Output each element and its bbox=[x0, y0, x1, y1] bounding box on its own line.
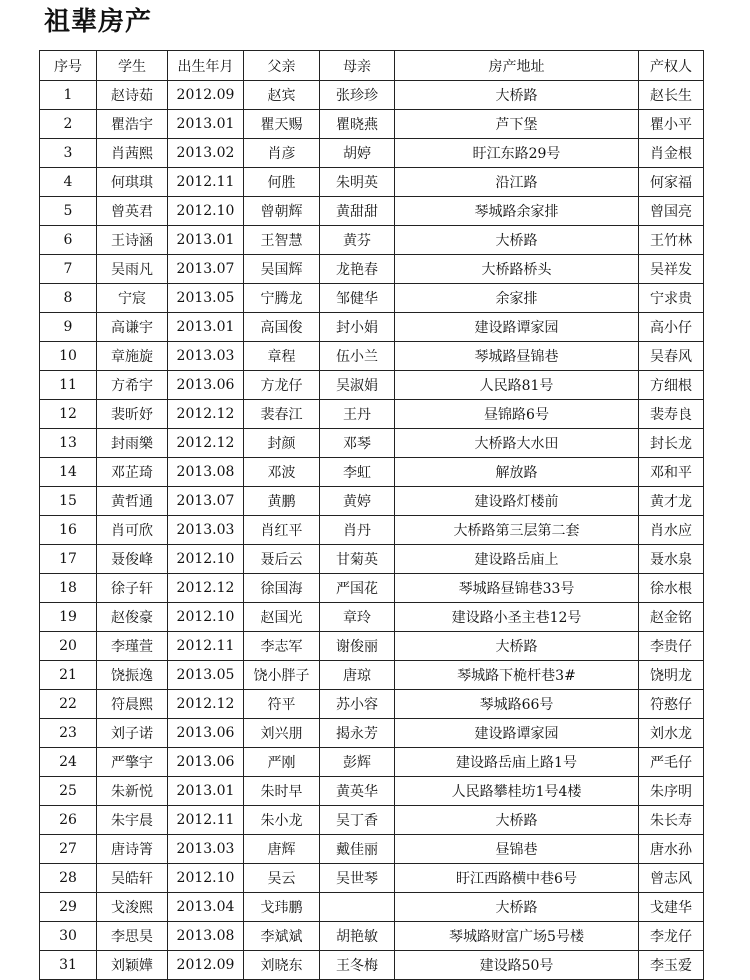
cell-birth-date: 2012.09 bbox=[168, 951, 244, 980]
page-title: 祖辈房产 bbox=[44, 7, 153, 37]
cell-owner: 聂水泉 bbox=[639, 545, 704, 574]
cell-owner: 饶明龙 bbox=[639, 661, 704, 690]
table-row bbox=[40, 661, 704, 690]
cell-index: 11 bbox=[40, 371, 97, 400]
cell-index: 24 bbox=[40, 748, 97, 777]
table-row bbox=[40, 139, 704, 168]
cell-mother: 严国花 bbox=[320, 574, 395, 603]
cell-student: 章施旋 bbox=[97, 342, 168, 371]
cell-index: 10 bbox=[40, 342, 97, 371]
cell-owner: 高小仔 bbox=[639, 313, 704, 342]
cell-mother: 胡婷 bbox=[320, 139, 395, 168]
cell-index: 23 bbox=[40, 719, 97, 748]
cell-birth-date: 2013.01 bbox=[168, 313, 244, 342]
cell-birth-date: 2013.02 bbox=[168, 139, 244, 168]
table-header bbox=[40, 51, 704, 81]
cell-birth-date: 2013.03 bbox=[168, 516, 244, 545]
cell-father: 章程 bbox=[244, 342, 320, 371]
cell-father: 肖红平 bbox=[244, 516, 320, 545]
cell-index: 22 bbox=[40, 690, 97, 719]
col-header-property-address: 房产地址 bbox=[395, 51, 639, 81]
cell-mother: 邓琴 bbox=[320, 429, 395, 458]
cell-index: 25 bbox=[40, 777, 97, 806]
cell-index: 28 bbox=[40, 864, 97, 893]
cell-property-address: 大桥路 bbox=[395, 632, 639, 661]
cell-property-address: 芦下堡 bbox=[395, 110, 639, 139]
cell-property-address: 琴城路余家排 bbox=[395, 197, 639, 226]
cell-property-address: 大桥路 bbox=[395, 893, 639, 922]
cell-birth-date: 2013.01 bbox=[168, 110, 244, 139]
cell-owner: 邓和平 bbox=[639, 458, 704, 487]
cell-student: 瞿浩宇 bbox=[97, 110, 168, 139]
cell-student: 朱宇晨 bbox=[97, 806, 168, 835]
cell-mother: 谢俊丽 bbox=[320, 632, 395, 661]
col-header-birth-date: 出生年月 bbox=[168, 51, 244, 81]
cell-property-address: 建设路岳庙上路1号 bbox=[395, 748, 639, 777]
cell-student: 裴昕妤 bbox=[97, 400, 168, 429]
cell-property-address: 建设路小圣主巷12号 bbox=[395, 603, 639, 632]
cell-mother bbox=[320, 893, 395, 922]
cell-property-address: 大桥路 bbox=[395, 81, 639, 110]
cell-student: 李瑾萱 bbox=[97, 632, 168, 661]
cell-property-address: 大桥路 bbox=[395, 226, 639, 255]
cell-mother: 吴丁香 bbox=[320, 806, 395, 835]
cell-father: 何胜 bbox=[244, 168, 320, 197]
cell-father: 宁腾龙 bbox=[244, 284, 320, 313]
cell-owner: 方细根 bbox=[639, 371, 704, 400]
cell-owner: 徐水根 bbox=[639, 574, 704, 603]
cell-property-address: 建设路50号 bbox=[395, 951, 639, 980]
cell-property-address: 大桥路大水田 bbox=[395, 429, 639, 458]
cell-birth-date: 2013.01 bbox=[168, 777, 244, 806]
cell-property-address: 琴城路66号 bbox=[395, 690, 639, 719]
cell-owner: 朱长寿 bbox=[639, 806, 704, 835]
cell-owner: 肖金根 bbox=[639, 139, 704, 168]
cell-index: 30 bbox=[40, 922, 97, 951]
cell-father: 瞿天赐 bbox=[244, 110, 320, 139]
cell-property-address: 人民路攀桂坊1号4楼 bbox=[395, 777, 639, 806]
cell-father: 方龙仔 bbox=[244, 371, 320, 400]
table-row bbox=[40, 951, 704, 980]
cell-student: 饶振逸 bbox=[97, 661, 168, 690]
cell-student: 宁宸 bbox=[97, 284, 168, 313]
cell-mother: 李虹 bbox=[320, 458, 395, 487]
cell-mother: 黄婷 bbox=[320, 487, 395, 516]
table-row bbox=[40, 342, 704, 371]
table-row bbox=[40, 835, 704, 864]
cell-owner: 裴寿良 bbox=[639, 400, 704, 429]
cell-mother: 戴佳丽 bbox=[320, 835, 395, 864]
table-row bbox=[40, 110, 704, 139]
cell-father: 李志军 bbox=[244, 632, 320, 661]
cell-property-address: 大桥路 bbox=[395, 806, 639, 835]
table-row bbox=[40, 255, 704, 284]
cell-mother: 黄英华 bbox=[320, 777, 395, 806]
cell-property-address: 盱江东路29号 bbox=[395, 139, 639, 168]
cell-index: 12 bbox=[40, 400, 97, 429]
cell-property-address: 解放路 bbox=[395, 458, 639, 487]
cell-birth-date: 2012.11 bbox=[168, 632, 244, 661]
cell-father: 曾朝辉 bbox=[244, 197, 320, 226]
col-header-index: 序号 bbox=[40, 51, 97, 81]
cell-index: 13 bbox=[40, 429, 97, 458]
cell-birth-date: 2013.07 bbox=[168, 487, 244, 516]
cell-father: 吴云 bbox=[244, 864, 320, 893]
table-row bbox=[40, 922, 704, 951]
cell-father: 饶小胖子 bbox=[244, 661, 320, 690]
cell-property-address: 人民路81号 bbox=[395, 371, 639, 400]
cell-birth-date: 2013.04 bbox=[168, 893, 244, 922]
cell-mother: 朱明英 bbox=[320, 168, 395, 197]
cell-owner: 赵长生 bbox=[639, 81, 704, 110]
cell-father: 戈玮鹏 bbox=[244, 893, 320, 922]
cell-index: 5 bbox=[40, 197, 97, 226]
cell-property-address: 盱江西路横中巷6号 bbox=[395, 864, 639, 893]
cell-owner: 刘水龙 bbox=[639, 719, 704, 748]
cell-mother: 封小娟 bbox=[320, 313, 395, 342]
table-row bbox=[40, 313, 704, 342]
table-body bbox=[40, 81, 704, 980]
table-row bbox=[40, 864, 704, 893]
cell-student: 吴雨凡 bbox=[97, 255, 168, 284]
cell-student: 封雨樂 bbox=[97, 429, 168, 458]
cell-owner: 符憨仔 bbox=[639, 690, 704, 719]
cell-birth-date: 2012.12 bbox=[168, 690, 244, 719]
table-row bbox=[40, 690, 704, 719]
cell-owner: 何家福 bbox=[639, 168, 704, 197]
cell-student: 严擎宇 bbox=[97, 748, 168, 777]
cell-birth-date: 2012.10 bbox=[168, 864, 244, 893]
cell-father: 刘兴朋 bbox=[244, 719, 320, 748]
table-row bbox=[40, 284, 704, 313]
table-row bbox=[40, 197, 704, 226]
cell-index: 17 bbox=[40, 545, 97, 574]
col-header-owner: 产权人 bbox=[639, 51, 704, 81]
cell-father: 聂后云 bbox=[244, 545, 320, 574]
table-row bbox=[40, 777, 704, 806]
table-row bbox=[40, 545, 704, 574]
cell-index: 19 bbox=[40, 603, 97, 632]
cell-student: 吴皓轩 bbox=[97, 864, 168, 893]
cell-birth-date: 2013.03 bbox=[168, 342, 244, 371]
cell-birth-date: 2013.05 bbox=[168, 661, 244, 690]
cell-index: 29 bbox=[40, 893, 97, 922]
cell-birth-date: 2012.10 bbox=[168, 197, 244, 226]
cell-father: 赵国光 bbox=[244, 603, 320, 632]
cell-mother: 黄芬 bbox=[320, 226, 395, 255]
cell-mother: 彭辉 bbox=[320, 748, 395, 777]
table-row bbox=[40, 226, 704, 255]
cell-birth-date: 2012.11 bbox=[168, 168, 244, 197]
cell-student: 肖茜熙 bbox=[97, 139, 168, 168]
cell-mother: 黄甜甜 bbox=[320, 197, 395, 226]
cell-student: 黄哲通 bbox=[97, 487, 168, 516]
cell-index: 26 bbox=[40, 806, 97, 835]
cell-property-address: 建设路灯楼前 bbox=[395, 487, 639, 516]
cell-student: 刘颖嬅 bbox=[97, 951, 168, 980]
cell-property-address: 琴城路昼锦巷33号 bbox=[395, 574, 639, 603]
cell-index: 3 bbox=[40, 139, 97, 168]
cell-property-address: 建设路谭家园 bbox=[395, 313, 639, 342]
cell-property-address: 琴城路财富广场5号楼 bbox=[395, 922, 639, 951]
cell-mother: 张珍珍 bbox=[320, 81, 395, 110]
cell-mother: 王冬梅 bbox=[320, 951, 395, 980]
cell-father: 朱时早 bbox=[244, 777, 320, 806]
cell-index: 7 bbox=[40, 255, 97, 284]
cell-index: 18 bbox=[40, 574, 97, 603]
cell-father: 严刚 bbox=[244, 748, 320, 777]
cell-father: 朱小龙 bbox=[244, 806, 320, 835]
table-row bbox=[40, 168, 704, 197]
cell-father: 吴国辉 bbox=[244, 255, 320, 284]
cell-index: 2 bbox=[40, 110, 97, 139]
cell-father: 赵宾 bbox=[244, 81, 320, 110]
cell-property-address: 沿江路 bbox=[395, 168, 639, 197]
cell-father: 肖彦 bbox=[244, 139, 320, 168]
cell-birth-date: 2013.06 bbox=[168, 748, 244, 777]
cell-mother: 苏小容 bbox=[320, 690, 395, 719]
cell-birth-date: 2012.10 bbox=[168, 545, 244, 574]
cell-mother: 邹健华 bbox=[320, 284, 395, 313]
cell-father: 高国俊 bbox=[244, 313, 320, 342]
cell-index: 31 bbox=[40, 951, 97, 980]
col-header-mother: 母亲 bbox=[320, 51, 395, 81]
table-row bbox=[40, 719, 704, 748]
cell-mother: 王丹 bbox=[320, 400, 395, 429]
table-row bbox=[40, 429, 704, 458]
cell-birth-date: 2012.12 bbox=[168, 574, 244, 603]
cell-index: 6 bbox=[40, 226, 97, 255]
cell-index: 21 bbox=[40, 661, 97, 690]
cell-owner: 王竹林 bbox=[639, 226, 704, 255]
cell-birth-date: 2013.05 bbox=[168, 284, 244, 313]
cell-owner: 吴春风 bbox=[639, 342, 704, 371]
cell-mother: 伍小兰 bbox=[320, 342, 395, 371]
cell-birth-date: 2013.08 bbox=[168, 458, 244, 487]
cell-student: 徐子轩 bbox=[97, 574, 168, 603]
cell-owner: 严毛仔 bbox=[639, 748, 704, 777]
cell-owner: 封长龙 bbox=[639, 429, 704, 458]
cell-father: 李斌斌 bbox=[244, 922, 320, 951]
cell-student: 方希宇 bbox=[97, 371, 168, 400]
cell-birth-date: 2013.06 bbox=[168, 371, 244, 400]
cell-owner: 曾志风 bbox=[639, 864, 704, 893]
cell-property-address: 余家排 bbox=[395, 284, 639, 313]
cell-owner: 曾国亮 bbox=[639, 197, 704, 226]
cell-birth-date: 2013.08 bbox=[168, 922, 244, 951]
table-row bbox=[40, 81, 704, 110]
table-row bbox=[40, 893, 704, 922]
cell-owner: 瞿小平 bbox=[639, 110, 704, 139]
cell-owner: 李龙仔 bbox=[639, 922, 704, 951]
cell-birth-date: 2013.01 bbox=[168, 226, 244, 255]
cell-index: 4 bbox=[40, 168, 97, 197]
cell-property-address: 建设路谭家园 bbox=[395, 719, 639, 748]
cell-student: 肖可欣 bbox=[97, 516, 168, 545]
cell-owner: 朱序明 bbox=[639, 777, 704, 806]
cell-student: 聂俊峰 bbox=[97, 545, 168, 574]
col-header-student: 学生 bbox=[97, 51, 168, 81]
cell-owner: 黄才龙 bbox=[639, 487, 704, 516]
cell-birth-date: 2013.06 bbox=[168, 719, 244, 748]
cell-mother: 章玲 bbox=[320, 603, 395, 632]
cell-student: 李思昊 bbox=[97, 922, 168, 951]
cell-mother: 肖丹 bbox=[320, 516, 395, 545]
cell-birth-date: 2012.12 bbox=[168, 429, 244, 458]
cell-student: 赵诗茹 bbox=[97, 81, 168, 110]
cell-property-address: 昼锦路6号 bbox=[395, 400, 639, 429]
cell-property-address: 大桥路桥头 bbox=[395, 255, 639, 284]
property-table bbox=[39, 50, 704, 980]
table-row bbox=[40, 371, 704, 400]
cell-birth-date: 2013.03 bbox=[168, 835, 244, 864]
cell-birth-date: 2012.10 bbox=[168, 603, 244, 632]
cell-mother: 唐琼 bbox=[320, 661, 395, 690]
cell-owner: 赵金铭 bbox=[639, 603, 704, 632]
cell-property-address: 琴城路昼锦巷 bbox=[395, 342, 639, 371]
cell-birth-date: 2012.11 bbox=[168, 806, 244, 835]
header-row bbox=[40, 51, 704, 81]
cell-mother: 吴淑娟 bbox=[320, 371, 395, 400]
cell-index: 8 bbox=[40, 284, 97, 313]
cell-student: 赵俊豪 bbox=[97, 603, 168, 632]
cell-owner: 戈建华 bbox=[639, 893, 704, 922]
cell-student: 戈浚熙 bbox=[97, 893, 168, 922]
cell-student: 曾英君 bbox=[97, 197, 168, 226]
cell-mother: 甘菊英 bbox=[320, 545, 395, 574]
cell-mother: 龙艳春 bbox=[320, 255, 395, 284]
cell-index: 14 bbox=[40, 458, 97, 487]
cell-father: 刘晓东 bbox=[244, 951, 320, 980]
cell-student: 何琪琪 bbox=[97, 168, 168, 197]
cell-index: 27 bbox=[40, 835, 97, 864]
cell-property-address: 琴城路下桅杆巷3# bbox=[395, 661, 639, 690]
table-row bbox=[40, 400, 704, 429]
cell-student: 王诗涵 bbox=[97, 226, 168, 255]
cell-father: 黄鹏 bbox=[244, 487, 320, 516]
cell-birth-date: 2013.07 bbox=[168, 255, 244, 284]
table-row bbox=[40, 806, 704, 835]
table-row bbox=[40, 748, 704, 777]
cell-owner: 肖水应 bbox=[639, 516, 704, 545]
cell-mother: 瞿晓燕 bbox=[320, 110, 395, 139]
cell-birth-date: 2012.12 bbox=[168, 400, 244, 429]
cell-father: 符平 bbox=[244, 690, 320, 719]
cell-student: 邓芷琦 bbox=[97, 458, 168, 487]
table-row bbox=[40, 632, 704, 661]
cell-student: 高谦宇 bbox=[97, 313, 168, 342]
table-row bbox=[40, 458, 704, 487]
col-header-father: 父亲 bbox=[244, 51, 320, 81]
cell-birth-date: 2012.09 bbox=[168, 81, 244, 110]
cell-mother: 胡艳敏 bbox=[320, 922, 395, 951]
cell-index: 15 bbox=[40, 487, 97, 516]
cell-student: 唐诗箐 bbox=[97, 835, 168, 864]
cell-student: 刘子诺 bbox=[97, 719, 168, 748]
cell-mother: 揭永芳 bbox=[320, 719, 395, 748]
cell-index: 20 bbox=[40, 632, 97, 661]
cell-father: 王智慧 bbox=[244, 226, 320, 255]
cell-owner: 李贵仔 bbox=[639, 632, 704, 661]
table-row bbox=[40, 516, 704, 545]
cell-index: 16 bbox=[40, 516, 97, 545]
cell-owner: 宁求贵 bbox=[639, 284, 704, 313]
cell-property-address: 大桥路第三层第二套 bbox=[395, 516, 639, 545]
cell-index: 9 bbox=[40, 313, 97, 342]
cell-father: 邓波 bbox=[244, 458, 320, 487]
cell-father: 裴春江 bbox=[244, 400, 320, 429]
cell-property-address: 昼锦巷 bbox=[395, 835, 639, 864]
cell-mother: 吴世琴 bbox=[320, 864, 395, 893]
cell-owner: 吴祥发 bbox=[639, 255, 704, 284]
table-row bbox=[40, 603, 704, 632]
cell-father: 徐国海 bbox=[244, 574, 320, 603]
cell-index: 1 bbox=[40, 81, 97, 110]
cell-student: 朱新悦 bbox=[97, 777, 168, 806]
cell-student: 符晨熙 bbox=[97, 690, 168, 719]
cell-owner: 唐水孙 bbox=[639, 835, 704, 864]
cell-owner: 李玉爱 bbox=[639, 951, 704, 980]
table-row bbox=[40, 487, 704, 516]
table-row bbox=[40, 574, 704, 603]
cell-property-address: 建设路岳庙上 bbox=[395, 545, 639, 574]
cell-father: 封颜 bbox=[244, 429, 320, 458]
cell-father: 唐辉 bbox=[244, 835, 320, 864]
